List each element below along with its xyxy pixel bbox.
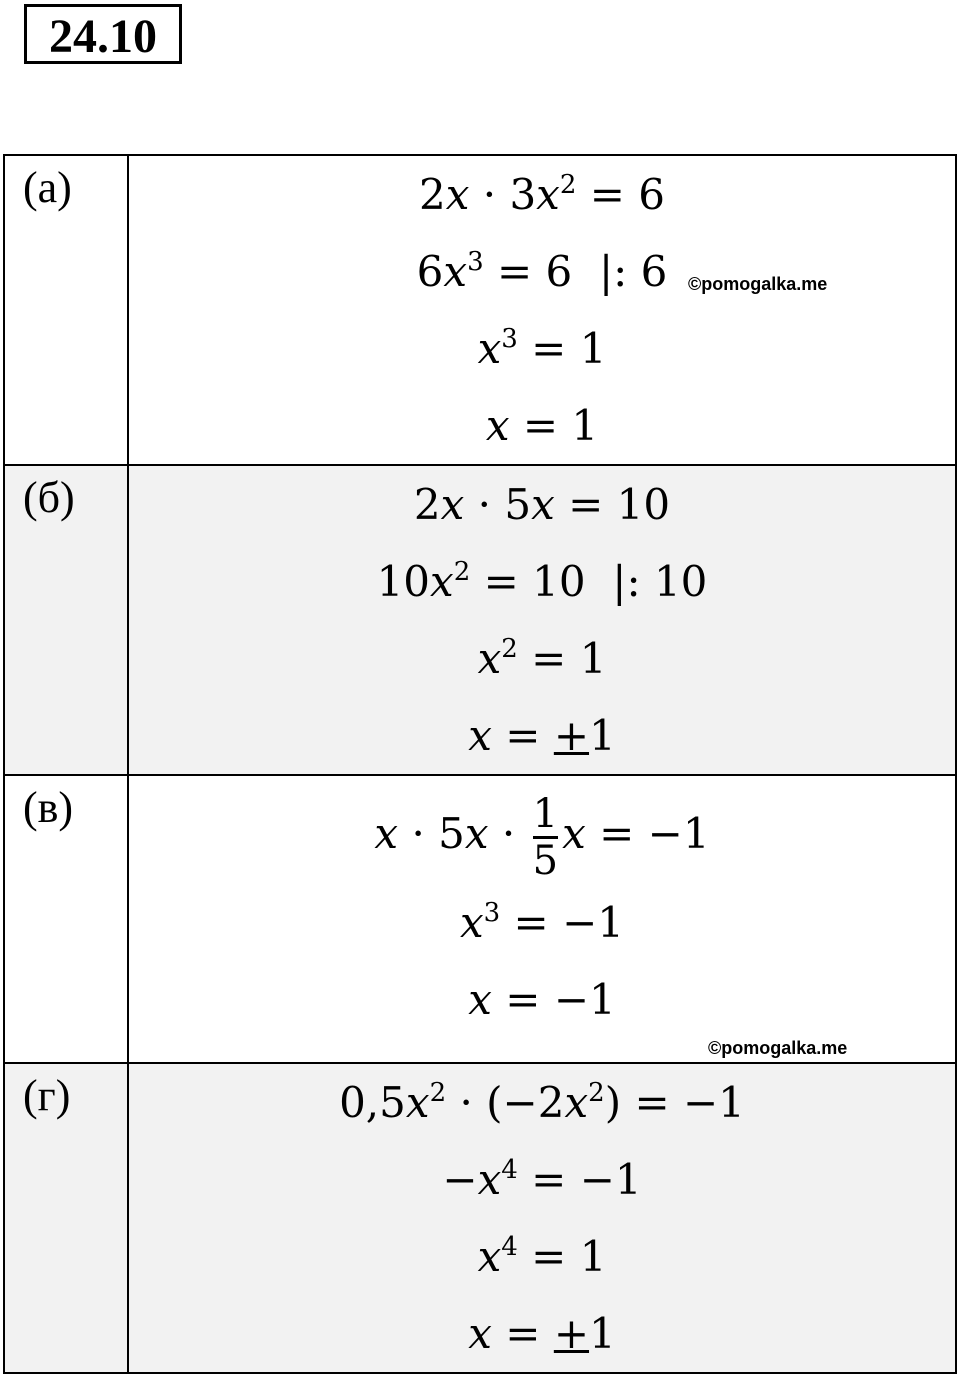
equation-b-1: 2x · 5x = 10 (413, 480, 671, 529)
row-label-g: (г) (23, 1071, 71, 1120)
equation-a-3: $x^3 = 1$ (477, 324, 607, 373)
table-row (4, 155, 956, 465)
problem-number-box (24, 4, 182, 64)
equation-a-1: $2x \cdot 3x^2 = 6$ (418, 170, 666, 219)
fraction-one-fifth: $\frac{1}{5}$ (532, 790, 559, 884)
row-label-a: (а) (23, 163, 72, 212)
equation-b-3: $x^2 = 1$ (477, 634, 607, 683)
solution-table (3, 154, 957, 1374)
equation-b-4: x = +1 (468, 711, 616, 760)
watermark-1: ©pomogalka.me (688, 274, 828, 294)
problem-number: 24.10 (49, 10, 157, 63)
equation-v-1: x · 5x · $\frac{1}{5}$ x = −1 (374, 790, 710, 884)
table-row (4, 465, 956, 775)
equation-g-4: x = +1 (468, 1309, 616, 1358)
equation-v-2: $x^3 = -1$ (459, 898, 625, 947)
table-row (4, 775, 956, 1063)
watermark-2: ©pomogalka.me (708, 1038, 848, 1058)
equation-g-3: $x^4 = 1$ (477, 1232, 607, 1281)
equation-a-4: x = 1 (485, 401, 599, 450)
equation-b-2: $10x^2 = 10$ |: 10 (376, 557, 708, 606)
row-label-v: (в) (23, 783, 74, 832)
equation-g-1: $0,5x^2 \cdot (-2x^2) = -1$ (339, 1078, 745, 1127)
equation-g-2: $-x^4 = -1$ (442, 1155, 642, 1204)
table-row (4, 1063, 956, 1373)
equation-v-3: x = −1 (468, 975, 616, 1024)
equation-a-2: $6x^3 = 6$ |: 6 (416, 247, 668, 296)
row-label-b: (б) (23, 473, 75, 522)
